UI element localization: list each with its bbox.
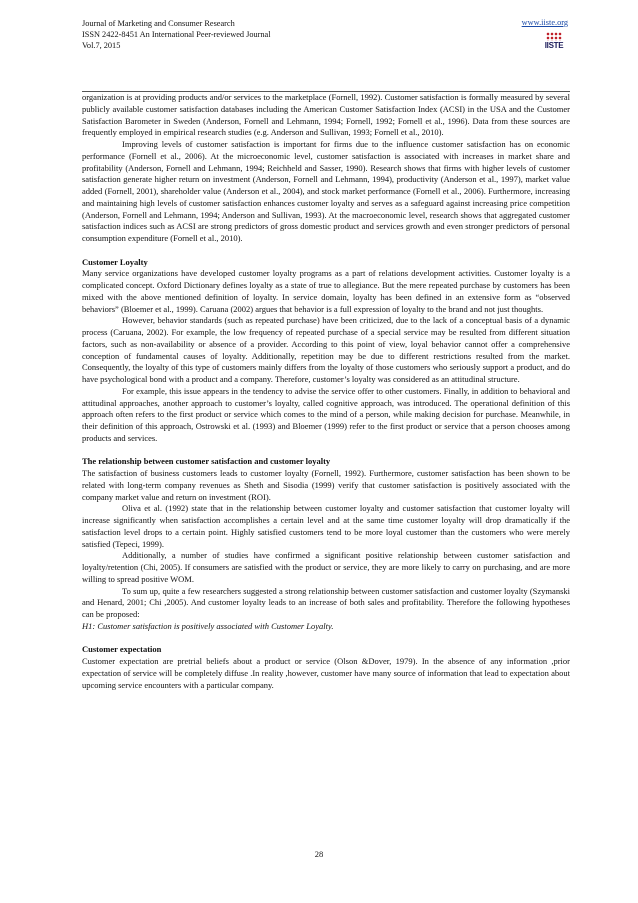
- paragraph: Improving levels of customer satisfaction is important for firms due to the influence customer satisfaction has on economic performance (Fornell et al., 2006). At the microeconomic level, customer satisfaction is associated with increases in market share and profitability (Anderson, Fornell and Lehmann, 1994; Reichheld and Sasser, 1990). Research shows that firms with higher levels of customer satisfaction generate higher return on investment (Anderson, Fornell and Lehmann, 1994), productivity (Anderson et al., 1997), market value added (Fornell, 2001), shareholder value (Anderson et al., 2004), and stock market performance (Fornell et al., 2006). Furthermore, increasing and maintaining high levels of customer satisfaction enhances customer loyalty and serves as a safeguard against increasing price competition (Anderson, Fornell and Lehmann, 1994; Anderson and Sullivan, 1993). At the macroeconomic level, research shows that aggregated customer satisfaction indices such as ACSI are strong predictors of gross domestic product and services growth and even stronger predictors of personal consumption expenditure (Fornell et al., 2010).: [82, 139, 570, 243]
- logo-text: IISTE: [544, 41, 564, 50]
- paragraph: Oliva et al. (1992) state that in the relationship between customer loyalty and customer satisfaction that customer loyalty will increase significantly when satisfaction accomplishes a certain level and at the same time customer loyalty will drop dramatically if the satisfaction level drops to a certain point. Highly satisfied customers tend to be more loyal customer than the customers who were merely satisfied (Tepeci, 1999).: [82, 503, 570, 549]
- hypothesis-h1: H1: Customer satisfaction is positively associated with Customer Loyalty.: [82, 620, 334, 631]
- section-heading-relationship: The relationship between customer satisfaction and customer loyalty: [82, 456, 331, 467]
- article-body: [82, 92, 570, 691]
- paragraph: To sum up, quite a few researchers suggested a strong relationship between customer satisfaction and customer loyalty (Szymanski and Henard, 2001; Chi ,2005). And customer loyalty leads to an increase of both sales and profitability. Therefore the following hypotheses can be proposed:: [82, 585, 570, 619]
- paragraph: Customer expectation are pretrial beliefs about a product or service (Olson &Dover, 1979). In the absence of any information ,prior expectation of service will be completely diffuse .In reality ,however, customer have many source of information that lead to expectation about upcoming service encounters with a particular company.: [82, 656, 570, 690]
- page-number: 28: [314, 849, 324, 859]
- paragraph: However, behavior standards (such as repeated purchase) have been criticized, due to the lack of a conceptual basis of a dynamic process (Caruana, 2002). For example, the low frequency of repeated purchase of a special service may be resulted from different situation factors, such as non-availability or absence of a provider. According to this point of view, loyal behavior cannot offer a comprehensive conception of fundamental causes of loyalty. Additionally, repetition may be due to different restrictions resulted from the market. Consequently, the loyalty of this type of customers mainly differs from the loyalty of those customers who seriously support a product, and do have psychological bond with a product and a company. Therefore, customer’s loyalty was considered as an attitudinal structure.: [82, 315, 570, 384]
- volume-line: Vol.7, 2015: [82, 41, 121, 51]
- section-heading-customer-expectation: Customer expectation: [82, 644, 162, 655]
- paragraph: Additionally, a number of studies have confirmed a significant positive relationship between customer satisfaction and loyalty/retention (Chi, 2005). If consumers are satisfied with the product or service, they are more likely to carry on purchasing, and are more willing to spread positive WOM.: [82, 550, 570, 584]
- paragraph: organization is at providing products and/or services to the marketplace (Fornell, 1992). Customer satisfaction is formally measured by several publicly available customer satisfaction databases including the American Customer Satisfaction Index (ACSI) in the USA and the Customer Satisfaction Barometer in Sweden (Anderson, Fornell and Lehmann, 1994; Fornell, 1992; Fornell et al., 1996). Data from these sources are frequently employed in empirical research studies (e.g. Anderson and Sullivan, 1993; Fornell et al., 2010).: [82, 92, 570, 138]
- iiste-logo: [544, 32, 564, 54]
- paragraph: For example, this issue appears in the tendency to advise the service offer to other customers. Finally, in addition to behavioral and attitudinal approaches, another approach to customer’s loyalty, called cognitive approach, was introduced. The operational definition of this approach often refers to the first product or service which comes to the mind of a person, while making decision for purchase. Meanwhile, in their definition of this approach, Ostrowski et al. (1993) and Bloemer (1999) refer to the first product or service that a person chooses among products and services.: [82, 385, 570, 443]
- website-link[interactable]: www.iiste.org: [521, 18, 568, 27]
- paragraph: The satisfaction of business customers leads to customer loyalty (Fornell, 1992). Furthermore, customer satisfaction has been shown to be related with long-term company revenues as Sheth and Sisodia (1999) verify that customer satisfaction is positively associated with the company market value and return on investment (ROI).: [82, 468, 570, 502]
- paragraph: Many service organizations have developed customer loyalty programs as a part of relations development activities. Customer loyalty is a complicated concept. Oxford Dictionary defines loyalty as a state of true to allegiance. But the mere repeated purchase by customers has been mixed with the above mentioned definition of loyalty. In service domain, loyalty has been defined in an extensive form as “observed behaviors” (Bloemer et al., 1999). Caruana (2002) argues that behavior is a full expression of loyalty to the brand and not just thoughts.: [82, 268, 570, 314]
- logo-dots-icon: [546, 32, 562, 41]
- page-header: [82, 18, 570, 74]
- section-heading-customer-loyalty: Customer Loyalty: [82, 256, 148, 267]
- issn-line: ISSN 2422-8451 An International Peer-reviewed Journal: [82, 30, 271, 40]
- journal-title: Journal of Marketing and Consumer Research: [82, 19, 235, 28]
